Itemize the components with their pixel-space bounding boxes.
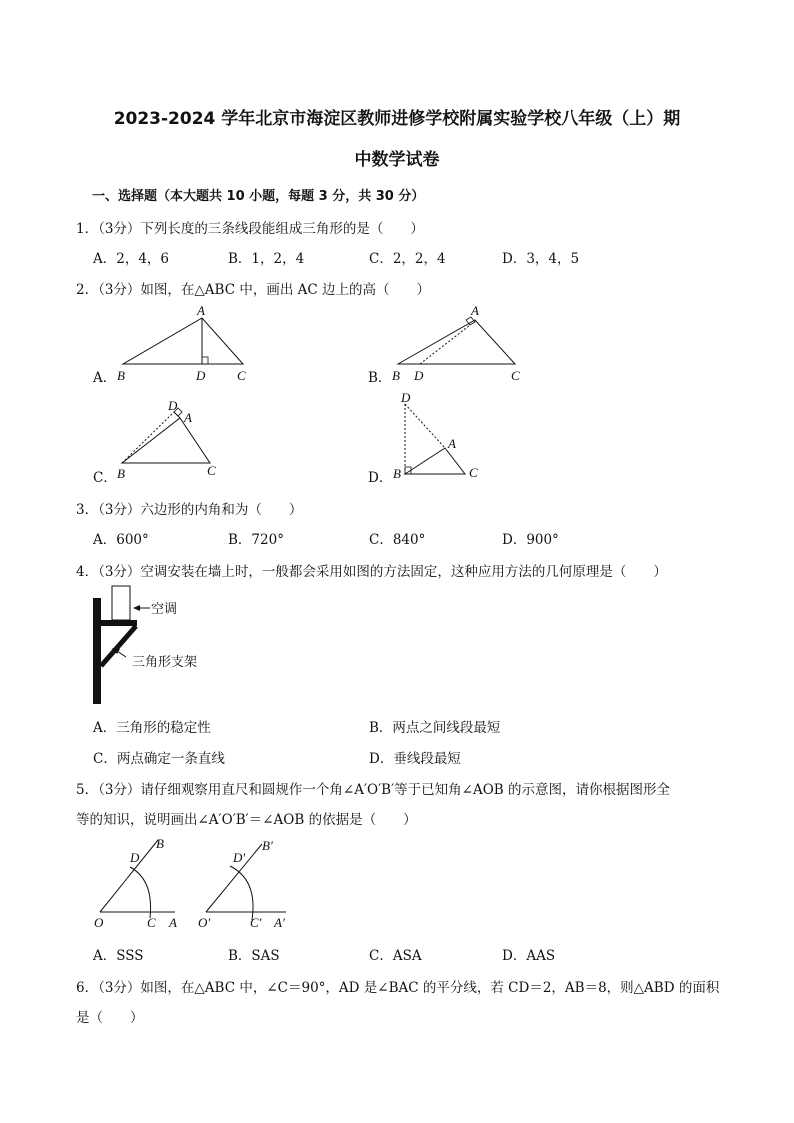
q1-option-a: A．2，4，6 (93, 251, 170, 267)
label-a: A (197, 303, 205, 318)
question-5-stem-line-2: 等的知识，说明画出∠A′O′B′＝∠AOB 的依据是（ ） (76, 812, 417, 828)
label-d: D (401, 390, 411, 405)
section-heading: 一、选择题（本大题共 10 小题，每题 3 分，共 30 分） (92, 189, 425, 204)
question-5-stem-line-1: 5．（3分）请仔细观察用直尺和圆规作一个角∠A′O′B′等于已知角∠AOB 的示意图，请你根据图形全 (76, 782, 671, 798)
question-6-stem-line-1: 6．（3分）如图，在△ABC 中，∠C＝90°，AD 是∠BAC 的平分线，若 CD＝2，AB＝8，则△ABD 的面积 (76, 980, 720, 996)
q4-option-c: C．两点确定一条直线 (93, 751, 225, 767)
question-2-stem: 2．（3分）如图，在△ABC 中，画出 AC 边上的高（ ） (76, 282, 431, 298)
label-d-prime: D′ (233, 850, 246, 865)
label-c-prime: C′ (250, 915, 262, 930)
q5-option-c: C．ASA (369, 948, 422, 964)
label-b: B (156, 836, 164, 851)
question-4-stem: 4．（3分）空调安装在墙上时，一般都会采用如图的方法固定，这种应用方法的几何原理是（ ） (76, 564, 667, 580)
label-d: D (130, 850, 140, 865)
label-c: C (511, 368, 520, 383)
label-air-conditioner: 空调 (151, 602, 178, 617)
q5-option-a: A．SSS (93, 948, 144, 964)
label-a: A (471, 303, 479, 318)
q3-option-a: A．600° (93, 532, 149, 548)
q3-option-c: C．840° (369, 532, 426, 548)
q4-option-d: D．垂线段最短 (369, 751, 461, 767)
label-d: D (168, 398, 178, 413)
label-triangle-bracket: 三角形支架 (132, 655, 198, 670)
q2-figure-b (385, 300, 535, 385)
q4-option-a: A．三角形的稳定性 (93, 720, 211, 736)
label-a: A (448, 436, 456, 451)
label-d: D (414, 368, 424, 383)
label-a: A (184, 410, 192, 425)
q3-option-d: D．900° (502, 532, 559, 548)
q1-option-d: D．3，4，5 (502, 251, 580, 267)
label-c: C (207, 463, 216, 478)
label-o-prime: O′ (198, 915, 211, 930)
label-b: B (393, 466, 401, 481)
q2-figure-a (110, 300, 260, 385)
label-c: C (237, 368, 246, 383)
label-b: B (117, 368, 125, 383)
q2-option-c: C． (93, 470, 117, 486)
label-c: C (469, 465, 478, 480)
q4-figure-air-conditioner-bracket (90, 584, 230, 708)
label-b: B (117, 466, 125, 481)
q1-option-b: B．1，2，4 (228, 251, 305, 267)
label-b: B (392, 368, 400, 383)
q4-option-b: B．两点之间线段最短 (369, 720, 501, 736)
q1-option-c: C．2，2，4 (369, 251, 446, 267)
q3-option-b: B．720° (228, 532, 284, 548)
label-c: C (147, 915, 156, 930)
label-b-prime: B′ (262, 838, 273, 853)
question-6-stem-line-2: 是（ ） (76, 1010, 144, 1026)
label-a: A (169, 915, 177, 930)
q2-option-d: D． (368, 470, 393, 486)
q2-figure-c (110, 398, 230, 483)
title-line-1: 2023-2024 学年北京市海淀区教师进修学校附属实验学校八年级（上）期 (113, 109, 681, 129)
label-o: O (94, 915, 104, 930)
label-a-prime: A′ (274, 915, 285, 930)
question-1-stem: 1．（3分）下列长度的三条线段能组成三角形的是（ ） (76, 221, 424, 237)
q5-figure-angle-construction (90, 832, 310, 934)
q2-option-a: A． (93, 370, 117, 386)
q5-option-d: D．AAS (502, 948, 556, 964)
q2-option-b: B． (368, 370, 392, 386)
q2-figure-d (385, 388, 495, 480)
question-3-stem: 3．（3分）六边形的内角和为（ ） (76, 502, 303, 518)
label-d: D (196, 368, 206, 383)
q5-option-b: B．SAS (228, 948, 280, 964)
title-line-2: 中数学试卷 (354, 150, 440, 170)
